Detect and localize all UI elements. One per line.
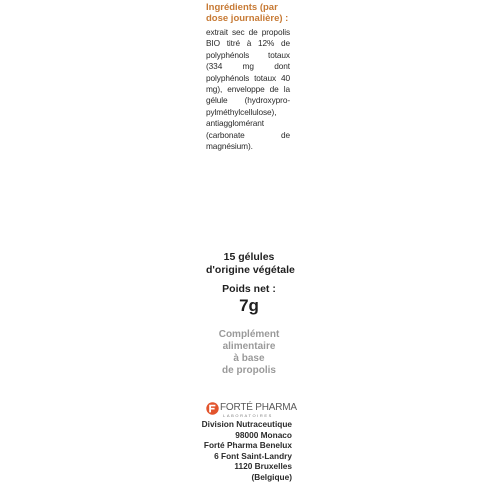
complement-line: à base: [233, 353, 265, 364]
gelules-line: 15 gélules: [223, 251, 275, 263]
brand-logo: [206, 402, 297, 418]
complement-line: Complément: [218, 329, 280, 340]
address-line: 1120 Bruxelles: [234, 461, 292, 472]
complement-line: de propolis: [222, 365, 276, 376]
gelules-count: [206, 251, 295, 277]
supplement-description: [206, 329, 292, 377]
brand-name: FORTÉ PHARMA: [220, 402, 297, 413]
ingredients-title: [206, 2, 296, 24]
address-line: 98000 Monaco: [235, 429, 292, 440]
ingredients-title-line: Ingrédients (par: [206, 2, 278, 13]
address-line: Division Nutraceutique: [201, 419, 292, 429]
company-address: [200, 419, 292, 483]
ingredients-text: extrait sec de propolis BIO titré à 12% de polyphénols totaux (334 mg dont polyphénols totaux 40 mg), enveloppe de la gélule (hydroxypro-pylméthylcellulose), antiagglomérant (carbonate de magnésium).: [206, 27, 290, 152]
complement-line: alimentaire: [222, 341, 276, 352]
forte-pharma-logo-icon: [206, 402, 219, 415]
net-weight-label: Poids net :: [222, 283, 276, 295]
gelules-line: d'origine végétale: [206, 264, 295, 276]
address-line: (Belgique): [251, 471, 292, 482]
address-line: 6 Font Saint-Landry: [214, 450, 292, 461]
net-weight-value: 7g: [239, 296, 259, 315]
ingredients-title-line: dose journalière) :: [206, 13, 289, 24]
brand-subtitle: LABORATOIRES: [223, 413, 273, 418]
address-line: Forté Pharma Benelux: [203, 440, 292, 451]
